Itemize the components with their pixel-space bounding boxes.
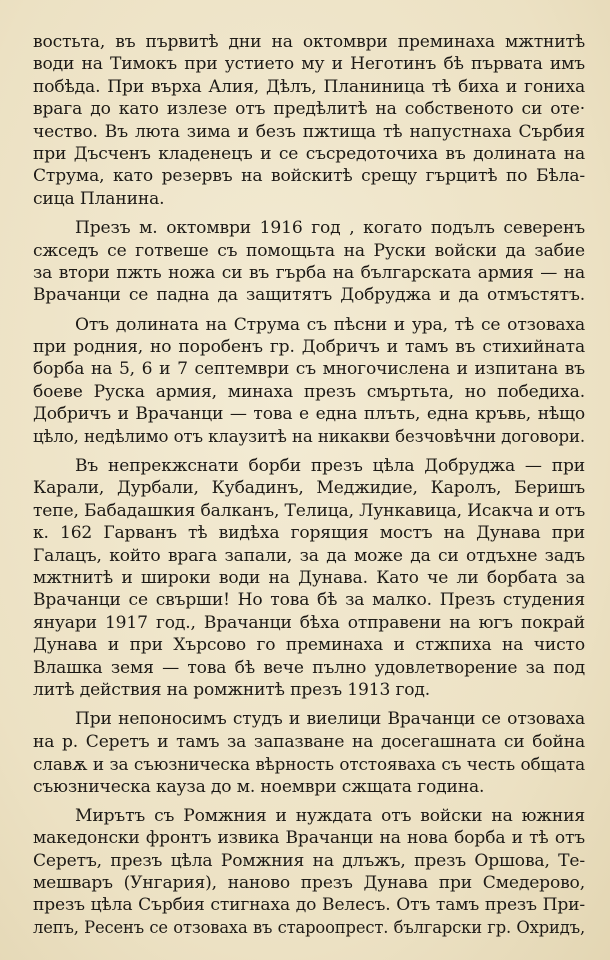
paragraph-1 (33, 31, 585, 210)
text-line: Отъ долината на Струма съ пѣсни и ура, тѣ се отзоваха (75, 314, 585, 335)
text-line: тепе, Бабадашкия балканъ, Телица, Лункавица, Исакча и отъ (33, 500, 586, 521)
text-line: при Дъсченъ кладенецъ и се съсредоточиха въ долината на (33, 143, 585, 164)
text-line: чество. Въ люта зима и безъ пжтища тѣ напустнаха Сърбия (33, 121, 585, 142)
text-line: Струма, като резервъ на войскитѣ срещу гърцитѣ по Бѣла- (33, 166, 585, 187)
text-line: востьта, въ първитѣ дни на октомври преминаха мжтнитѣ (33, 32, 585, 52)
text-line: побѣда. При върха Алия, Дѣлъ, Планиница тѣ биха и гониха (33, 76, 585, 97)
text-line: води на Тимокъ при устието му и Неготинъ бѣ първата имъ (33, 54, 585, 75)
text-line: цѣло, недѣлимо отъ клаузитѣ на никакви безчовѣчни договори. (33, 426, 585, 446)
paragraph-6 (33, 805, 585, 939)
body-text (33, 31, 585, 946)
paragraph-2 (33, 217, 585, 307)
text-line: Галацъ, който врага запали, за да може да си отдъхне задъ (33, 545, 585, 566)
text-line: при родния, но поробенъ гр. Добричъ и тамъ въ стихийната (33, 337, 585, 358)
text-line: Влашка земя — това бѣ вече пълно удовлетворение за под (33, 657, 585, 678)
text-line: мешваръ (Унгария), наново презъ Дунава при Смедерово, (33, 873, 585, 894)
text-line: врага до като излезе отъ предѣлитѣ на собственото си оте· (33, 99, 585, 120)
text-line: презъ цѣла Сърбия стигнаха до Велесъ. Отъ тамъ презъ При- (33, 895, 585, 916)
text-line: литѣ действия на ромжнитѣ презъ 1913 год. (33, 679, 431, 700)
text-line: Въ непрекжснати борби презъ цѣла Добруджа — при (75, 456, 585, 477)
text-line: боеве Руска армия, минаха презъ смъртьта, но победиха. (33, 381, 585, 402)
text-line: мжтнитѣ и широки води на Дунава. Като че ли борбата за (33, 567, 585, 588)
text-line: Добричъ и Врачанци — това е една плъть, една кръвь, нѣщо (33, 404, 585, 425)
text-line: Мирътъ съ Ромжния и нуждата отъ войски на южния (75, 805, 585, 826)
text-line: македонски фронтъ извика Врачанци на нова борба и тѣ отъ (33, 828, 585, 849)
text-line: за втори пжть ножа си въ гърба на българската армия — на (33, 262, 585, 283)
text-line: При непоносимъ студъ и виелици Врачанци се отзоваха (75, 709, 585, 730)
text-line: Врачанци се свърши! Но това бѣ за малко. Презъ студения (33, 590, 585, 611)
text-line: лепъ, Ресенъ се отзоваха въ староопрест. български гр. Охридъ, (33, 917, 585, 937)
text-line: борба на 5, 6 и 7 септември съ многочислена и изпитана въ (33, 359, 585, 380)
text-line: Дунава и при Хърсово го преминаха и стжпиха на чисто (33, 635, 585, 656)
text-line: на р. Серетъ и тамъ за запазване на досегашната си бойна (33, 731, 585, 752)
text-line: Карали, Дурбали, Кубадинъ, Меджидие, Каролъ, Беришъ (33, 478, 585, 499)
text-line: съюзническа кауза до м. ноември сжщата година. (33, 776, 485, 797)
text-line: сица Планина. (33, 188, 165, 209)
text-line: славѫ и за съюзническа вѣрность отстояваха съ честь общата (33, 754, 585, 775)
text-line: Серетъ, презъ цѣла Ромжния на длъжъ, презъ Оршова, Те- (33, 850, 585, 871)
text-line: януари 1917 год., Врачанци бѣха отправени на югъ покрай (33, 612, 585, 633)
text-line: к. 162 Гарванъ тѣ видѣха горящия мостъ на Дунава при (33, 523, 585, 544)
paragraph-3 (33, 314, 585, 448)
paragraph-5 (33, 708, 585, 798)
text-line: Презъ м. октомври 1916 год , когато подълъ северенъ (75, 218, 585, 239)
text-line: сжседъ се готвеше съ помощьта на Руски войски да забие (33, 240, 585, 261)
text-line: Врачанци се падна да защитятъ Добруджа и да отмъстятъ. (33, 285, 585, 306)
paragraph-4 (33, 455, 585, 701)
